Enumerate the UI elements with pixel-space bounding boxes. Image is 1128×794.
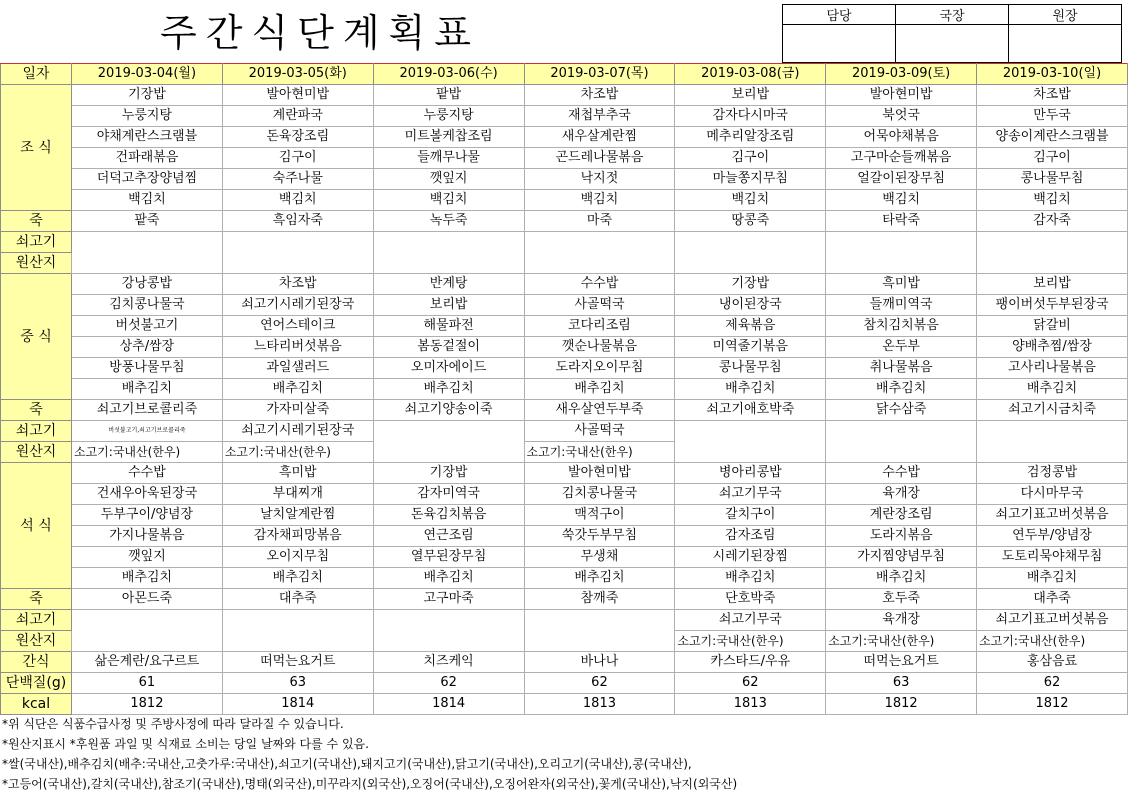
menu-item: 백김치 — [222, 190, 373, 211]
table-row — [1, 547, 1128, 568]
menu-item: 보리밥 — [977, 274, 1128, 295]
menu-item: 오미자에이드 — [373, 358, 524, 379]
menu-item: 보리밥 — [373, 295, 524, 316]
protein-cell: 63 — [222, 673, 373, 694]
menu-item: 팥밥 — [373, 85, 524, 106]
menu-item: 열무된장무침 — [373, 547, 524, 568]
beef-cell: 쇠고기표고버섯볶음 — [977, 610, 1128, 631]
menu-item: 누룽지탕 — [373, 106, 524, 127]
menu-item: 배추김치 — [524, 568, 675, 589]
snack-cell: 홍삼음료 — [977, 652, 1128, 673]
beef-cell — [222, 610, 373, 652]
menu-item: 부대찌개 — [222, 484, 373, 505]
snack-cell: 삶은계란/요구르트 — [72, 652, 223, 673]
menu-item: 계란장조림 — [826, 505, 977, 526]
porridge-item: 쇠고기시금치죽 — [977, 400, 1128, 421]
porridge-item: 흑임자죽 — [222, 211, 373, 232]
table-row — [1, 232, 1128, 253]
menu-item: 미역줄기볶음 — [675, 337, 826, 358]
beef-label: 쇠고기 — [1, 421, 72, 442]
menu-item: 백김치 — [373, 190, 524, 211]
menu-item: 상추/쌈장 — [72, 337, 223, 358]
note-line: *고등어(국내산),갈치(국내산),참조기(국내산),명태(외국산),미꾸라지(외국산),오징어(국내산),오징어완자(외국산),꽃게(국내산),낙지(외국산) — [2, 777, 738, 791]
table-row — [1, 337, 1128, 358]
menu-item: 백김치 — [826, 190, 977, 211]
kcal-cell: 1813 — [524, 694, 675, 715]
porridge-item: 감자죽 — [977, 211, 1128, 232]
signature-cell[interactable] — [1009, 25, 1122, 63]
menu-item: 쑥갓두부무침 — [524, 526, 675, 547]
menu-item: 돈육김치볶음 — [373, 505, 524, 526]
menu-item: 배추김치 — [222, 568, 373, 589]
menu-item: 냉이된장국 — [675, 295, 826, 316]
menu-item: 흑미밥 — [222, 463, 373, 484]
table-row — [1, 274, 1128, 295]
menu-item: 배추김치 — [72, 379, 223, 400]
signature-cell[interactable] — [783, 25, 896, 63]
menu-item: 감자채피망볶음 — [222, 526, 373, 547]
menu-item: 숙주나물 — [222, 169, 373, 190]
date-cell: 2019-03-07(목) — [524, 64, 675, 85]
table-row — [1, 358, 1128, 379]
menu-item: 곤드레나물볶음 — [524, 148, 675, 169]
origin-cell: 소고기:국내산(한우) — [826, 631, 977, 652]
menu-item: 깻순나물볶음 — [524, 337, 675, 358]
beef-cell — [826, 421, 977, 463]
porridge-item: 땅콩죽 — [675, 211, 826, 232]
menu-item: 김구이 — [222, 148, 373, 169]
menu-item: 계란파국 — [222, 106, 373, 127]
table-row — [1, 526, 1128, 547]
menu-item: 감자다시마국 — [675, 106, 826, 127]
origin-cell: 소고기:국내산(한우) — [524, 442, 675, 463]
menu-item: 배추김치 — [222, 379, 373, 400]
beef-cell — [977, 232, 1128, 274]
protein-cell: 62 — [977, 673, 1128, 694]
kcal-cell: 1812 — [826, 694, 977, 715]
porridge-item: 마죽 — [524, 211, 675, 232]
menu-item: 김구이 — [675, 148, 826, 169]
table-row — [1, 211, 1128, 232]
date-cell: 2019-03-09(토) — [826, 64, 977, 85]
beef-cell — [826, 232, 977, 274]
meal-label: 중 식 — [1, 274, 72, 400]
porridge-item: 쇠고기애호박죽 — [675, 400, 826, 421]
menu-item: 맥적구이 — [524, 505, 675, 526]
menu-item: 새우살계란찜 — [524, 127, 675, 148]
menu-item: 병아리콩밥 — [675, 463, 826, 484]
menu-item: 깻잎지 — [373, 169, 524, 190]
menu-item: 얼갈이된장무침 — [826, 169, 977, 190]
menu-item: 배추김치 — [826, 568, 977, 589]
origin-cell: 소고기:국내산(한우) — [222, 442, 373, 463]
menu-item: 어묵야채볶음 — [826, 127, 977, 148]
beef-cell — [373, 232, 524, 274]
menu-item: 누룽지탕 — [72, 106, 223, 127]
table-row — [1, 463, 1128, 484]
menu-item: 연두부/양념장 — [977, 526, 1128, 547]
date-cell: 2019-03-10(일) — [977, 64, 1128, 85]
meal-label: 조 식 — [1, 85, 72, 211]
porridge-item: 새우살연두부죽 — [524, 400, 675, 421]
protein-cell: 62 — [675, 673, 826, 694]
note-line: *쌀(국내산),배추김치(배추:국내산,고춧가루:국내산),쇠고기(국내산),돼지고기(국내산),닭고기(국내산),오리고기(국내산),콩(국내산), — [2, 757, 692, 771]
menu-item: 고구마순들깨볶음 — [826, 148, 977, 169]
menu-item: 백김치 — [524, 190, 675, 211]
menu-item: 닭갈비 — [977, 316, 1128, 337]
date-cell: 2019-03-05(화) — [222, 64, 373, 85]
page-title: 주간식단계획표 — [160, 11, 480, 55]
menu-item: 차조밥 — [524, 85, 675, 106]
note-line: *위 식단은 식품수급사정 및 주방사정에 따라 달라질 수 있습니다. — [2, 717, 344, 731]
menu-item: 들깨무나물 — [373, 148, 524, 169]
menu-item: 버섯불고기 — [72, 316, 223, 337]
menu-item: 방풍나물무침 — [72, 358, 223, 379]
beef-cell — [977, 421, 1128, 463]
menu-item: 수수밥 — [72, 463, 223, 484]
menu-item: 북엇국 — [826, 106, 977, 127]
origin-cell: 소고기:국내산(한우) — [72, 442, 223, 463]
porridge-item: 닭수삼죽 — [826, 400, 977, 421]
porridge-item: 단호박죽 — [675, 589, 826, 610]
origin-label: 원산지 — [1, 253, 72, 274]
table-row — [1, 85, 1128, 106]
beef-cell: 버섯불고기,쇠고기브로콜리죽 — [72, 421, 223, 442]
table-row — [1, 379, 1128, 400]
menu-item: 도라지오이무침 — [524, 358, 675, 379]
origin-cell: 소고기:국내산(한우) — [977, 631, 1128, 652]
porridge-item: 쇠고기브로콜리죽 — [72, 400, 223, 421]
menu-item: 쇠고기무국 — [675, 484, 826, 505]
menu-item: 김치콩나물국 — [524, 484, 675, 505]
menu-item: 시레기된장찜 — [675, 547, 826, 568]
menu-item: 깻잎지 — [72, 547, 223, 568]
date-label: 일자 — [1, 64, 72, 85]
menu-item: 발아현미밥 — [524, 463, 675, 484]
menu-item: 날치알계란찜 — [222, 505, 373, 526]
table-row — [1, 652, 1128, 673]
porridge-item: 아몬드죽 — [72, 589, 223, 610]
menu-item: 갈치구이 — [675, 505, 826, 526]
menu-item: 팽이버섯두부된장국 — [977, 295, 1128, 316]
porridge-item: 대추죽 — [977, 589, 1128, 610]
beef-cell: 사골떡국 — [524, 421, 675, 442]
protein-cell: 62 — [373, 673, 524, 694]
menu-item: 낙지젓 — [524, 169, 675, 190]
porridge-item: 가자미살죽 — [222, 400, 373, 421]
table-row — [1, 673, 1128, 694]
menu-item: 감자미역국 — [373, 484, 524, 505]
menu-item: 연근조림 — [373, 526, 524, 547]
menu-item: 고사리나물볶음 — [977, 358, 1128, 379]
table-row — [1, 106, 1128, 127]
menu-item: 배추김치 — [977, 379, 1128, 400]
notes — [2, 714, 1126, 794]
menu-item: 감자조림 — [675, 526, 826, 547]
table-row — [1, 295, 1128, 316]
menu-item: 흑미밥 — [826, 274, 977, 295]
beef-label: 쇠고기 — [1, 610, 72, 631]
protein-label: 단백질(g) — [1, 673, 72, 694]
beef-cell: 육개장 — [826, 610, 977, 631]
table-row — [1, 694, 1128, 715]
snack-cell: 떠먹는요거트 — [826, 652, 977, 673]
menu-item: 가지나물볶음 — [72, 526, 223, 547]
menu-item: 양배추찜/쌈장 — [977, 337, 1128, 358]
menu-item: 차조밥 — [977, 85, 1128, 106]
beef-cell — [675, 232, 826, 274]
menu-item: 콩나물무침 — [675, 358, 826, 379]
menu-item: 온두부 — [826, 337, 977, 358]
beef-cell — [524, 610, 675, 652]
porridge-item: 대추죽 — [222, 589, 373, 610]
protein-cell: 63 — [826, 673, 977, 694]
menu-item: 건파래볶음 — [72, 148, 223, 169]
porridge-item: 고구마죽 — [373, 589, 524, 610]
menu-item: 배추김치 — [373, 379, 524, 400]
weekly-menu-table — [0, 63, 1128, 715]
menu-item: 기장밥 — [373, 463, 524, 484]
porridge-item: 호두죽 — [826, 589, 977, 610]
menu-item: 배추김치 — [675, 379, 826, 400]
menu-item: 보리밥 — [675, 85, 826, 106]
menu-item: 수수밥 — [524, 274, 675, 295]
beef-label: 쇠고기 — [1, 232, 72, 253]
table-row — [1, 400, 1128, 421]
menu-item: 도라지볶음 — [826, 526, 977, 547]
protein-cell: 62 — [524, 673, 675, 694]
snack-cell: 떠먹는요거트 — [222, 652, 373, 673]
menu-item: 과일샐러드 — [222, 358, 373, 379]
approval-label: 담당 — [783, 5, 896, 25]
menu-item: 강낭콩밥 — [72, 274, 223, 295]
menu-item: 백김치 — [977, 190, 1128, 211]
menu-item: 배추김치 — [977, 568, 1128, 589]
kcal-cell: 1812 — [72, 694, 223, 715]
snack-cell: 치즈케익 — [373, 652, 524, 673]
kcal-cell: 1814 — [373, 694, 524, 715]
menu-item: 취나물볶음 — [826, 358, 977, 379]
menu-item: 김치콩나물국 — [72, 295, 223, 316]
menu-item: 기장밥 — [72, 85, 223, 106]
menu-item: 해물파전 — [373, 316, 524, 337]
menu-item: 봄동겉절이 — [373, 337, 524, 358]
menu-item: 느타리버섯볶음 — [222, 337, 373, 358]
table-row — [1, 589, 1128, 610]
menu-item: 수수밥 — [826, 463, 977, 484]
date-cell: 2019-03-04(월) — [72, 64, 223, 85]
menu-item: 야채계란스크램블 — [72, 127, 223, 148]
menu-item: 다시마무국 — [977, 484, 1128, 505]
table-row — [1, 64, 1128, 85]
snack-label: 간식 — [1, 652, 72, 673]
porridge-label: 죽 — [1, 589, 72, 610]
menu-item: 김구이 — [977, 148, 1128, 169]
kcal-label: kcal — [1, 694, 72, 715]
date-cell: 2019-03-06(수) — [373, 64, 524, 85]
table-row — [1, 169, 1128, 190]
menu-item: 미트볼케찹조림 — [373, 127, 524, 148]
menu-item: 반계탕 — [373, 274, 524, 295]
menu-item: 메추리알장조림 — [675, 127, 826, 148]
beef-cell: 쇠고기시레기된장국 — [222, 421, 373, 442]
menu-item: 만두국 — [977, 106, 1128, 127]
beef-cell — [373, 610, 524, 652]
origin-label: 원산지 — [1, 442, 72, 463]
origin-label: 원산지 — [1, 631, 72, 652]
beef-cell: 쇠고기무국 — [675, 610, 826, 631]
menu-item: 코다리조림 — [524, 316, 675, 337]
porridge-item: 쇠고기양송이죽 — [373, 400, 524, 421]
table-row — [1, 148, 1128, 169]
beef-cell — [72, 232, 223, 274]
menu-item: 콩나물무침 — [977, 169, 1128, 190]
menu-item: 배추김치 — [72, 568, 223, 589]
table-row — [1, 610, 1128, 631]
approval-box — [782, 4, 1122, 63]
beef-cell — [72, 610, 223, 652]
menu-item: 마늘쫑지무침 — [675, 169, 826, 190]
menu-item: 검정콩밥 — [977, 463, 1128, 484]
table-row — [1, 484, 1128, 505]
porridge-label: 죽 — [1, 400, 72, 421]
menu-item: 재첩부추국 — [524, 106, 675, 127]
meal-label: 석 식 — [1, 463, 72, 589]
kcal-cell: 1813 — [675, 694, 826, 715]
table-row — [1, 505, 1128, 526]
protein-cell: 61 — [72, 673, 223, 694]
porridge-item: 녹두죽 — [373, 211, 524, 232]
menu-item: 건새우아욱된장국 — [72, 484, 223, 505]
porridge-item: 타락죽 — [826, 211, 977, 232]
menu-item: 참치김치볶음 — [826, 316, 977, 337]
date-cell: 2019-03-08(금) — [675, 64, 826, 85]
menu-item: 배추김치 — [373, 568, 524, 589]
menu-item: 차조밥 — [222, 274, 373, 295]
porridge-item: 참깨죽 — [524, 589, 675, 610]
menu-item: 사골떡국 — [524, 295, 675, 316]
menu-item: 연어스테이크 — [222, 316, 373, 337]
menu-item: 배추김치 — [675, 568, 826, 589]
menu-item: 발아현미밥 — [826, 85, 977, 106]
menu-item: 쇠고기표고버섯볶음 — [977, 505, 1128, 526]
menu-item: 가지찜양념무침 — [826, 547, 977, 568]
menu-item: 배추김치 — [826, 379, 977, 400]
signature-cell[interactable] — [896, 25, 1009, 63]
porridge-item: 팥죽 — [72, 211, 223, 232]
origin-cell: 소고기:국내산(한우) — [675, 631, 826, 652]
table-row — [1, 316, 1128, 337]
menu-item: 무생채 — [524, 547, 675, 568]
kcal-cell: 1814 — [222, 694, 373, 715]
beef-cell — [373, 421, 524, 463]
table-row — [1, 127, 1128, 148]
menu-item: 기장밥 — [675, 274, 826, 295]
beef-cell — [524, 232, 675, 274]
table-row — [1, 421, 1128, 442]
kcal-cell: 1812 — [977, 694, 1128, 715]
menu-item: 백김치 — [675, 190, 826, 211]
note-line: *원산지표시 *후원품 과일 및 식재료 소비는 당일 날짜와 다를 수 있음. — [2, 737, 369, 751]
snack-cell: 카스타드/우유 — [675, 652, 826, 673]
menu-item: 오이지무침 — [222, 547, 373, 568]
menu-item: 쇠고기시레기된장국 — [222, 295, 373, 316]
beef-cell — [222, 232, 373, 274]
menu-item: 배추김치 — [524, 379, 675, 400]
porridge-label: 죽 — [1, 211, 72, 232]
menu-item: 돈육장조림 — [222, 127, 373, 148]
menu-item: 발아현미밥 — [222, 85, 373, 106]
menu-item: 두부구이/양념장 — [72, 505, 223, 526]
menu-item: 도토리묵야채무침 — [977, 547, 1128, 568]
approval-label: 원장 — [1009, 5, 1122, 25]
approval-label: 국장 — [896, 5, 1009, 25]
menu-item: 육개장 — [826, 484, 977, 505]
table-row — [1, 568, 1128, 589]
menu-item: 백김치 — [72, 190, 223, 211]
menu-item: 더덕고추장양념찜 — [72, 169, 223, 190]
menu-item: 제육볶음 — [675, 316, 826, 337]
menu-item: 들깨미역국 — [826, 295, 977, 316]
snack-cell: 바나나 — [524, 652, 675, 673]
beef-cell — [675, 421, 826, 463]
table-row — [1, 190, 1128, 211]
menu-item: 양송이계란스크램블 — [977, 127, 1128, 148]
